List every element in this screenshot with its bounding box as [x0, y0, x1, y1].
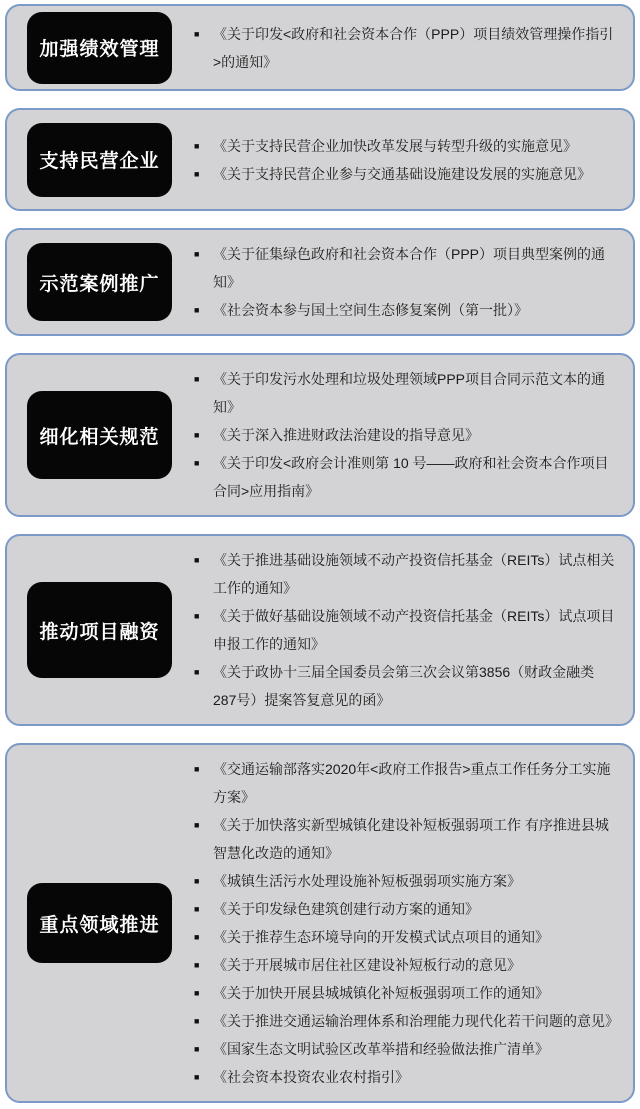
policy-item: [194, 132, 617, 160]
policy-item-text: 《关于印发<政府和社会资本合作（PPP）项目绩效管理操作指引>的通知》: [213, 25, 614, 70]
bullet-square-icon: ■: [194, 430, 200, 440]
category-label-box: [27, 391, 172, 479]
category-label: 示范案例推广: [39, 273, 160, 295]
policy-item-text: 《关于推进交通运输治理体系和治理能力现代化若干问题的意见》: [213, 1013, 619, 1029]
policy-item-text: 《社会资本投资农业农村指引》: [213, 1069, 409, 1085]
bullet-square-icon: ■: [194, 960, 200, 970]
bullet-square-icon: ■: [194, 988, 200, 998]
policy-item-text: 《关于深入推进财政法治建设的指导意见》: [213, 427, 479, 443]
bullet-square-icon: ■: [194, 1072, 200, 1082]
bullet-square-icon: ■: [194, 305, 200, 315]
bullet-square-icon: ■: [194, 1044, 200, 1054]
policy-item: [194, 951, 617, 979]
policy-item: [194, 20, 617, 76]
policy-item-text: 《国家生态文明试验区改革举措和经验做法推广清单》: [213, 1041, 549, 1057]
bullet-square-icon: ■: [194, 1016, 200, 1026]
policy-card-refine-standards: [5, 353, 635, 517]
policy-item-text: 《关于印发<政府会计准则第 10 号——政府和社会资本合作项目合同>应用指南》: [213, 455, 609, 499]
category-label-box: [27, 883, 172, 963]
category-label-box: [27, 582, 172, 678]
policy-item: [194, 240, 617, 296]
category-label: 推动项目融资: [39, 621, 160, 643]
policy-item-text: 《交通运输部落实2020年<政府工作报告>重点工作任务分工实施方案》: [213, 761, 611, 805]
policy-item-text: 《关于推进基础设施领域不动产投资信托基金（REITs）试点相关工作的通知》: [213, 552, 615, 596]
policy-item: [194, 449, 617, 505]
policy-item: [194, 602, 617, 658]
policy-item: [194, 421, 617, 449]
bullet-square-icon: ■: [194, 140, 200, 151]
policy-item-text: 《关于支持民营企业参与交通基础设施建设发展的实施意见》: [213, 165, 591, 182]
bullet-square-icon: ■: [194, 904, 200, 914]
policy-item: [194, 811, 617, 867]
bullet-square-icon: ■: [194, 764, 200, 774]
bullet-square-icon: ■: [194, 932, 200, 942]
category-label: 重点领域推进: [39, 914, 160, 936]
policy-list: [194, 745, 633, 1101]
category-label: 细化相关规范: [39, 426, 160, 448]
policy-card-project-financing: [5, 534, 635, 726]
bullet-square-icon: ■: [194, 876, 200, 886]
policy-card-key-areas: [5, 743, 635, 1103]
policy-item: [194, 296, 617, 324]
bullet-square-icon: ■: [194, 667, 200, 677]
policy-list: [194, 355, 633, 515]
policy-item-text: 《关于推荐生态环境导向的开发模式试点项目的通知》: [213, 929, 549, 945]
category-label: 支持民营企业: [39, 151, 160, 172]
policy-list: [194, 536, 633, 724]
policy-list: [194, 122, 633, 198]
policy-diagram: [5, 4, 635, 1103]
bullet-square-icon: ■: [194, 28, 200, 39]
category-label-box: [27, 243, 172, 321]
bullet-square-icon: ■: [194, 374, 200, 384]
bullet-square-icon: ■: [194, 168, 200, 179]
policy-card-demonstration-cases: [5, 228, 635, 336]
policy-item-text: 《关于支持民营企业加快改革发展与转型升级的实施意见》: [213, 137, 577, 154]
policy-item-text: 《社会资本参与国土空间生态修复案例（第一批）》: [213, 302, 528, 318]
policy-item: [194, 365, 617, 421]
category-label-box: [27, 12, 172, 84]
policy-item: [194, 867, 617, 895]
bullet-square-icon: ■: [194, 249, 200, 259]
policy-item: [194, 979, 617, 1007]
policy-item: [194, 658, 617, 714]
category-label: 加强绩效管理: [39, 39, 160, 60]
policy-list: [194, 230, 633, 334]
bullet-square-icon: ■: [194, 611, 200, 621]
policy-item: [194, 1035, 617, 1063]
policy-item: [194, 1007, 617, 1035]
policy-item-text: 《关于征集绿色政府和社会资本合作（PPP）项目典型案例的通知》: [213, 246, 606, 290]
policy-item: [194, 923, 617, 951]
category-label-box: [27, 123, 172, 197]
policy-item: [194, 546, 617, 602]
policy-item: [194, 755, 617, 811]
policy-item-text: 《关于印发污水处理和垃圾处理领域PPP项目合同示范文本的通知》: [213, 371, 606, 415]
policy-item: [194, 160, 617, 188]
policy-item-text: 《关于加快开展县城城镇化补短板强弱项工作的通知》: [213, 985, 549, 1001]
policy-card-private-enterprise: [5, 108, 635, 211]
policy-item-text: 《关于加快落实新型城镇化建设补短板强弱项工作 有序推进县城智慧化改造的通知》: [213, 817, 609, 861]
bullet-square-icon: ■: [194, 820, 200, 830]
policy-item-text: 《关于印发绿色建筑创建行动方案的通知》: [213, 901, 479, 917]
policy-item-text: 《关于开展城市居住社区建设补短板行动的意见》: [213, 957, 521, 973]
policy-item-text: 《关于做好基础设施领域不动产投资信托基金（REITs）试点项目申报工作的通知》: [213, 608, 615, 652]
policy-item-text: 《城镇生活污水处理设施补短板强弱项实施方案》: [213, 873, 521, 889]
policy-item: [194, 895, 617, 923]
bullet-square-icon: ■: [194, 555, 200, 565]
bullet-square-icon: ■: [194, 458, 200, 468]
policy-item: [194, 1063, 617, 1091]
policy-card-performance-management: [5, 4, 635, 91]
policy-item-text: 《关于政协十三届全国委员会第三次会议第3856（财政金融类287号）提案答复意见的函》: [213, 664, 595, 708]
policy-list: [194, 10, 633, 86]
